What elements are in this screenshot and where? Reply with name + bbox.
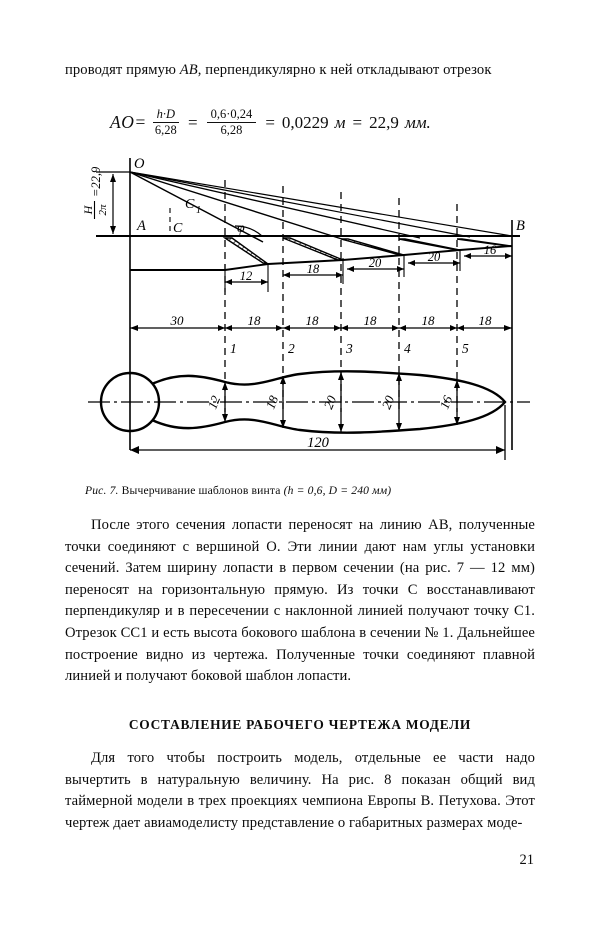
airfoil-section-4 <box>399 239 460 250</box>
label-point-o: O <box>134 156 145 172</box>
formula-fraction-2-denominator: 6,28 <box>220 123 243 138</box>
intro-text-pre: проводят прямую <box>65 62 180 78</box>
formula-result-mm: 22,9 <box>369 112 399 132</box>
section-number-1: 1 <box>230 341 237 356</box>
height-arrow-bottom <box>110 226 116 234</box>
station-dim-6: 18 <box>478 313 492 328</box>
intro-segment-ab: AB <box>179 62 198 78</box>
section-number-row <box>230 341 469 356</box>
formula-result-meters: 0,0229 <box>281 112 329 132</box>
overall-length-label: 120 <box>307 435 329 451</box>
page-number: 21 <box>519 852 534 868</box>
chord-dimension-row <box>225 243 512 292</box>
height-label-numerator: H <box>81 205 95 215</box>
station-dim-5: 18 <box>421 313 435 328</box>
chord-dim-4: 20 <box>427 250 441 264</box>
airfoil-section-3 <box>341 239 404 255</box>
figure-caption-text: Вычерчивание шаблонов винта <box>121 484 281 497</box>
chord-dim-3: 20 <box>368 256 382 270</box>
station-dim-4: 18 <box>363 313 377 328</box>
body-paragraph-1: После этого сечения лопасти переносят на линию AB, полученные точки соединяют с вершиной O. Эти линии дают нам углы установки сечений. Затем ширину лопасти в первом сечении (на рис. 7 — 12 мм) переносят на горизонтальную прямую. Из точки C восстанавливают перпендикуляр и в пересечении с наклонной линией получают точку C1. Отрезок CC1 и есть высота бокового шаблона в сечении № 1. Дальнейшее построение видно из чертежа. Полученные точки соединяют плавной линией и получают боковой шаблон лопасти. <box>65 517 535 685</box>
figure-caption-params: (h = 0,6, D = 240 мм) <box>283 484 392 497</box>
formula-fraction-1-denominator: 6,28 <box>154 123 177 138</box>
section-number-4: 4 <box>404 341 411 356</box>
formula-fraction-2-numerator: 0,6·0,24 <box>207 108 257 123</box>
chord-dim-2: 18 <box>306 262 320 276</box>
formula-fraction-2 <box>205 108 259 138</box>
propeller-template-drawing <box>0 150 600 480</box>
formula-equals-3: = <box>352 112 363 132</box>
intro-paragraph <box>65 60 533 82</box>
label-angle-phi: φ <box>237 221 245 236</box>
side-template-outline <box>130 246 512 270</box>
blade-width-4: 20 <box>378 393 398 412</box>
blade-width-5: 16 <box>436 393 456 412</box>
chord-dim-5: 16 <box>483 243 497 257</box>
formula-equals-1: = <box>188 112 198 132</box>
station-dim-1: 30 <box>170 313 184 328</box>
station-dimension-row <box>130 313 512 331</box>
section-number-3: 3 <box>346 341 353 356</box>
label-point-b: B <box>516 218 525 234</box>
blade-width-3: 20 <box>320 393 340 412</box>
height-label-value: =22,9 <box>89 166 103 197</box>
label-point-c1: C <box>185 197 195 212</box>
blade-width-1: 12 <box>204 393 224 412</box>
airfoil-section-2 <box>283 238 343 260</box>
label-point-c1-superscript: 1 <box>196 205 201 216</box>
formula-fraction-1 <box>151 108 181 138</box>
label-point-a: A <box>137 218 146 234</box>
station-dim-3: 18 <box>305 313 319 328</box>
height-label-denominator: 2π <box>97 204 109 216</box>
formula-ao <box>110 108 431 138</box>
height-arrow-top <box>110 174 116 182</box>
figure-caption-prefix: Рис. 7. <box>85 484 119 497</box>
blade-plan-view <box>88 371 530 432</box>
section-heading: СОСТАВЛЕНИЕ РАБОЧЕГО ЧЕРТЕЖА МОДЕЛИ <box>128 717 472 732</box>
formula-unit-mm: мм. <box>404 112 431 132</box>
figure-caption <box>85 484 525 497</box>
section-number-5: 5 <box>462 341 469 356</box>
formula-unit-meters: м <box>334 112 346 132</box>
height-label-group <box>81 166 109 219</box>
formula-lhs: AO= <box>110 112 147 133</box>
chord-dim-1: 12 <box>239 269 253 283</box>
formula-equals-2: = <box>265 112 275 132</box>
blade-width-2: 18 <box>262 393 282 412</box>
section-number-2: 2 <box>288 341 295 356</box>
label-point-c: C <box>173 221 183 236</box>
intro-text-post: , перпендикулярно к ней откладывают отрезок <box>197 62 492 78</box>
station-dim-2: 18 <box>247 313 261 328</box>
body-paragraph-2: Для того чтобы построить модель, отдельные ее части надо вычертить в натуральную величину. На рис. 8 показан общий вид таймерной модели в трех проекциях чемпиона Европы В. Петухова. Этот чертеж дает авиамоделисту представление о габаритных размерах моде- <box>65 750 535 831</box>
formula-fraction-1-numerator: h·D <box>153 108 179 123</box>
